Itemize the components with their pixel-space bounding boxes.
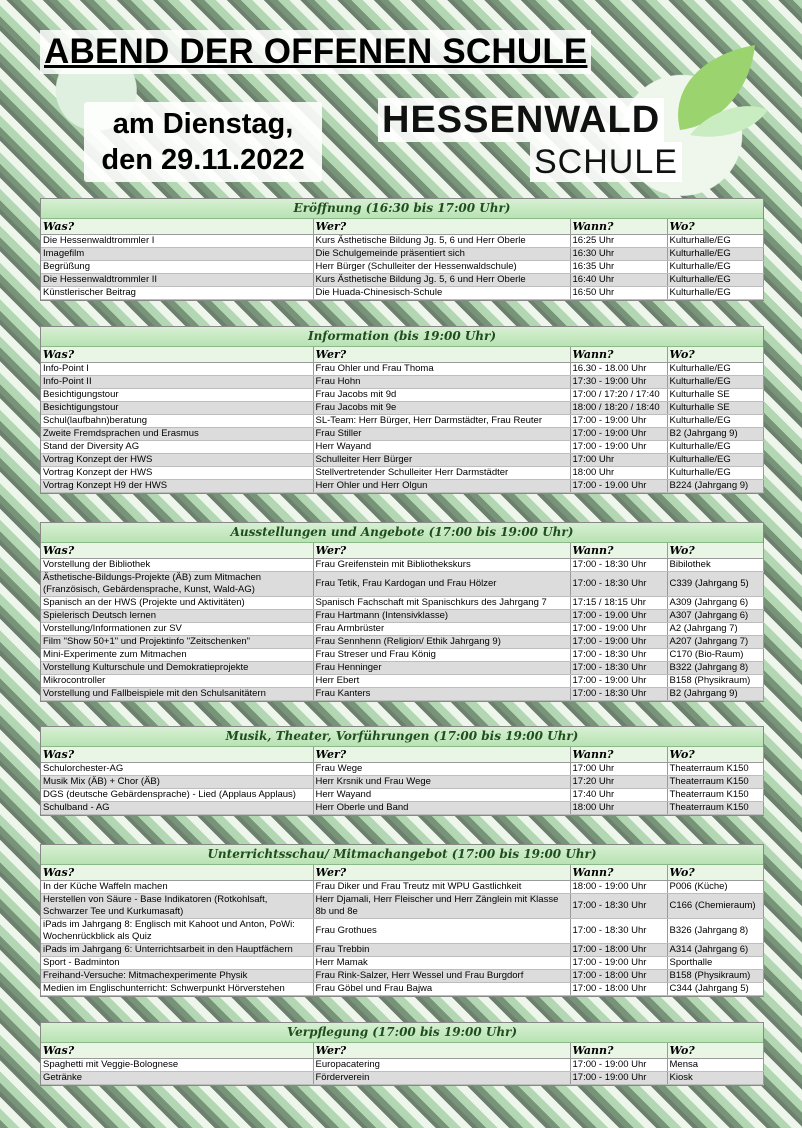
table-cell: Frau Sennhenn (Religion/ Ethik Jahrgang 9) [313,636,570,649]
table-row [41,1059,763,1072]
table-cell: 17:00 - 19.00 Uhr [570,610,667,623]
table-row [41,248,763,261]
table-cell: Frau Wege [313,763,570,776]
table-row [41,789,763,802]
table-cell: Frau Streser und Frau König [313,649,570,662]
section-title: Unterrichtsschau/ Mitmachangebot (17:00 bis 19:00 Uhr) [41,845,763,865]
table-row [41,763,763,776]
table-row [41,261,763,274]
table-cell: B224 (Jahrgang 9) [667,480,763,493]
table-cell: Die Huada-Chinesisch-Schule [313,287,570,300]
table-cell: Getränke [41,1072,313,1085]
table-cell: Die Hessenwaldtrommler I [41,235,313,248]
table-cell: Frau Rink-Salzer, Herr Wessel und Frau Burgdorf [313,970,570,983]
table-cell: 16:30 Uhr [570,248,667,261]
table-row [41,894,763,919]
program-section [40,522,764,702]
table-row [41,675,763,688]
table-cell: Kulturhalle/EG [667,441,763,454]
table-cell: Schul(laufbahn)beratung [41,415,313,428]
table-row [41,274,763,287]
column-header: Was? [41,747,313,763]
section-title: Eröffnung (16:30 bis 17:00 Uhr) [41,199,763,219]
table-cell: 17:20 Uhr [570,776,667,789]
table-cell: Imagefilm [41,248,313,261]
table-cell: C166 (Chemieraum) [667,894,763,919]
table-cell: Frau Kanters [313,688,570,701]
table-row [41,559,763,572]
program-section [40,198,764,301]
table-cell: Theaterraum K150 [667,776,763,789]
column-header: Wann? [570,865,667,881]
column-header: Was? [41,1043,313,1059]
column-header: Wo? [667,1043,763,1059]
table-cell: Frau Göbel und Frau Bajwa [313,983,570,996]
table-cell: Herr Djamali, Herr Fleischer und Herr Zänglein mit Klasse 8b und 8e [313,894,570,919]
table-cell: Spanisch Fachschaft mit Spanischkurs des Jahrgang 7 [313,597,570,610]
table-cell: B322 (Jahrgang 8) [667,662,763,675]
table-cell: 18:00 / 18:20 / 18:40 [570,402,667,415]
table-row [41,454,763,467]
table-row [41,623,763,636]
table-cell: 17:40 Uhr [570,789,667,802]
table-row [41,776,763,789]
date-line-1: am Dienstag, [112,108,294,140]
table-cell: Besichtigungstour [41,389,313,402]
program-section [40,726,764,816]
section-title: Musik, Theater, Vorführungen (17:00 bis 19:00 Uhr) [41,727,763,747]
table-cell: Frau Stiller [313,428,570,441]
program-section [40,844,764,997]
table-cell: Frau Trebbin [313,944,570,957]
table-cell: Förderverein [313,1072,570,1085]
event-date [84,102,322,182]
table-row [41,688,763,701]
table-cell: 17:00 - 19:00 Uhr [570,415,667,428]
table-cell: 18:00 Uhr [570,802,667,815]
table-cell: 17:00 - 19:00 Uhr [570,1072,667,1085]
schedule-table [41,543,764,701]
table-cell: Vortrag Konzept der HWS [41,467,313,480]
table-row [41,1072,763,1085]
table-cell: 17:00 - 19:00 Uhr [570,623,667,636]
table-cell: 17:00 - 19:00 Uhr [570,636,667,649]
column-header: Wer? [313,1043,570,1059]
column-header: Wo? [667,347,763,363]
table-cell: Kulturhalle/EG [667,287,763,300]
table-cell: Die Schulgemeinde präsentiert sich [313,248,570,261]
table-cell: iPads im Jahrgang 6: Unterrichtsarbeit in den Hauptfächern [41,944,313,957]
table-cell: Kulturhalle/EG [667,454,763,467]
column-header: Wer? [313,865,570,881]
table-cell: 17:00 - 18:00 Uhr [570,944,667,957]
table-cell: Frau Diker und Frau Treutz mit WPU Gastlichkeit [313,881,570,894]
column-header: Wo? [667,865,763,881]
poster-header [0,0,802,196]
table-cell: 18:00 Uhr [570,467,667,480]
table-row [41,610,763,623]
schedule-table [41,347,764,493]
table-cell: Medien im Englischunterricht: Schwerpunkt Hörverstehen [41,983,313,996]
table-cell: Vorstellung Kulturschule und Demokratieprojekte [41,662,313,675]
table-cell: Frau Armbrüster [313,623,570,636]
table-cell: Theaterraum K150 [667,763,763,776]
table-cell: Stand der Diversity AG [41,441,313,454]
table-row [41,649,763,662]
section-title: Verpflegung (17:00 bis 19:00 Uhr) [41,1023,763,1043]
table-cell: B158 (Physikraum) [667,675,763,688]
column-header: Was? [41,865,313,881]
column-header: Was? [41,219,313,235]
table-cell: Frau Jacobs mit 9e [313,402,570,415]
schedule-table [41,747,764,815]
table-cell: Herr Wayand [313,441,570,454]
table-row [41,944,763,957]
table-cell: 17:00 - 18:30 Uhr [570,559,667,572]
table-cell: 17:00 - 19:00 Uhr [570,675,667,688]
table-cell: Frau Tetik, Frau Kardogan und Frau Hölzer [313,572,570,597]
table-cell: Kurs Ästhetische Bildung Jg. 5, 6 und Herr Oberle [313,235,570,248]
table-cell: 17:00 - 19:00 Uhr [570,957,667,970]
table-cell: 18:00 - 19:00 Uhr [570,881,667,894]
table-cell: 17:00 - 18:30 Uhr [570,894,667,919]
leaf-icon [660,40,770,140]
column-header: Wo? [667,543,763,559]
table-row [41,428,763,441]
table-cell: 17:00 - 19:00 Uhr [570,1059,667,1072]
table-cell: Kulturhalle/EG [667,261,763,274]
table-cell: B2 (Jahrgang 9) [667,428,763,441]
table-cell: B326 (Jahrgang 8) [667,919,763,944]
table-cell: Sport - Badminton [41,957,313,970]
table-cell: Mensa [667,1059,763,1072]
column-header: Was? [41,347,313,363]
table-cell: 17:00 Uhr [570,454,667,467]
table-cell: Theaterraum K150 [667,802,763,815]
table-cell: Frau Ohler und Frau Thoma [313,363,570,376]
table-row [41,881,763,894]
column-header: Was? [41,543,313,559]
table-cell: Künstlerischer Beitrag [41,287,313,300]
table-cell: Kulturhalle/EG [667,467,763,480]
table-cell: 16:50 Uhr [570,287,667,300]
table-cell: Kurs Ästhetische Bildung Jg. 5, 6 und Herr Oberle [313,274,570,287]
table-cell: Kulturhalle/EG [667,235,763,248]
table-row [41,287,763,300]
column-header: Wer? [313,747,570,763]
column-header: Wann? [570,347,667,363]
table-row [41,402,763,415]
column-header: Wann? [570,747,667,763]
table-cell: 17:00 - 19.00 Uhr [570,480,667,493]
column-header: Wann? [570,1043,667,1059]
table-cell: Kulturhalle/EG [667,248,763,261]
program-section [40,326,764,494]
table-cell: Herr Oberle und Band [313,802,570,815]
table-cell: Herr Wayand [313,789,570,802]
table-cell: A207 (Jahrgang 7) [667,636,763,649]
table-cell: Spaghetti mit Veggie-Bolognese [41,1059,313,1072]
table-row [41,235,763,248]
table-cell: 16:25 Uhr [570,235,667,248]
table-cell: Europacatering [313,1059,570,1072]
table-cell: Mikrocontroller [41,675,313,688]
table-cell: Frau Jacobs mit 9d [313,389,570,402]
table-row [41,662,763,675]
school-logo [378,98,678,188]
schedule-table [41,1043,764,1085]
table-cell: 16.30 - 18.00 Uhr [570,363,667,376]
table-cell: Die Hessenwaldtrommler II [41,274,313,287]
table-cell: DGS (deutsche Gebärdensprache) - Lied (Applaus Applaus) [41,789,313,802]
table-cell: A314 (Jahrgang 6) [667,944,763,957]
column-header: Wann? [570,219,667,235]
table-cell: Frau Henninger [313,662,570,675]
table-cell: Kulturhalle SE [667,389,763,402]
table-cell: iPads im Jahrgang 8: Englisch mit Kahoot und Anton, PoWi: Wochenrückblick als Quiz [41,919,313,944]
table-cell: Kiosk [667,1072,763,1085]
table-cell: 17:00 - 18:30 Uhr [570,649,667,662]
table-cell: Vortrag Konzept der HWS [41,454,313,467]
table-cell: Film "Show 50+1" und Projektinfo "Zeitschenken" [41,636,313,649]
table-cell: Freihand-Versuche: Mitmachexperimente Physik [41,970,313,983]
table-cell: 17:00 Uhr [570,763,667,776]
table-cell: B158 (Physikraum) [667,970,763,983]
column-header: Wo? [667,219,763,235]
table-row [41,970,763,983]
table-cell: Schulband - AG [41,802,313,815]
table-cell: Stellvertretender Schulleiter Herr Darmstädter [313,467,570,480]
table-cell: Kulturhalle/EG [667,363,763,376]
table-cell: Theaterraum K150 [667,789,763,802]
table-cell: Vortrag Konzept H9 der HWS [41,480,313,493]
column-header: Wer? [313,347,570,363]
table-cell: 17:00 - 18:30 Uhr [570,919,667,944]
table-cell: Spielerisch Deutsch lernen [41,610,313,623]
section-title: Ausstellungen und Angebote (17:00 bis 19:00 Uhr) [41,523,763,543]
table-cell: A2 (Jahrgang 7) [667,623,763,636]
table-cell: 17:00 - 19:00 Uhr [570,441,667,454]
table-row [41,802,763,815]
table-cell: Herr Mamak [313,957,570,970]
table-row [41,389,763,402]
table-cell: Frau Hartmann (Intensivklasse) [313,610,570,623]
table-cell: 17:00 - 18:00 Uhr [570,983,667,996]
table-row [41,983,763,996]
table-cell: 16:40 Uhr [570,274,667,287]
table-cell: Frau Grothues [313,919,570,944]
date-line-2: den 29.11.2022 [101,144,305,176]
table-cell: Musik Mix (ÄB) + Chor (ÄB) [41,776,313,789]
column-header: Wer? [313,219,570,235]
table-cell: P006 (Küche) [667,881,763,894]
table-cell: Mini-Experimente zum Mitmachen [41,649,313,662]
table-cell: 17:00 - 19:00 Uhr [570,428,667,441]
table-cell: Sporthalle [667,957,763,970]
table-cell: 17:00 - 18:30 Uhr [570,572,667,597]
table-cell: C344 (Jahrgang 5) [667,983,763,996]
table-cell: Herr Ohler und Herr Olgun [313,480,570,493]
page-title: ABEND DER OFFENEN SCHULE [40,30,591,74]
table-cell: SL-Team: Herr Bürger, Herr Darmstädter, Frau Reuter [313,415,570,428]
table-cell: Spanisch an der HWS (Projekte und Aktivitäten) [41,597,313,610]
table-row [41,957,763,970]
table-cell: 17:30 - 19:00 Uhr [570,376,667,389]
table-cell: Info-Point I [41,363,313,376]
table-cell: Herstellen von Säure - Base Indikatoren (Rotkohlsaft, Schwarzer Tee und Kurkumasaft) [41,894,313,919]
table-cell: Herr Bürger (Schulleiter der Hessenwaldschule) [313,261,570,274]
table-cell: Bibilothek [667,559,763,572]
table-cell: Info-Point II [41,376,313,389]
table-cell: Ästhetische-Bildungs-Projekte (ÄB) zum Mitmachen (Französisch, Gebärdensprache, Kunst, Wald-AG) [41,572,313,597]
table-cell: 17:00 / 17:20 / 17:40 [570,389,667,402]
table-row [41,467,763,480]
table-cell: C170 (Bio-Raum) [667,649,763,662]
schedule-table [41,219,764,300]
table-row [41,376,763,389]
table-cell: Zweite Fremdsprachen und Erasmus [41,428,313,441]
column-header: Wann? [570,543,667,559]
table-cell: Kulturhalle SE [667,402,763,415]
table-row [41,919,763,944]
table-cell: Kulturhalle/EG [667,274,763,287]
table-row [41,480,763,493]
table-cell: 17:15 / 18:15 Uhr [570,597,667,610]
table-cell: Schulorchester-AG [41,763,313,776]
table-cell: Besichtigungstour [41,402,313,415]
table-cell: 17:00 - 18:30 Uhr [570,662,667,675]
column-header: Wo? [667,747,763,763]
table-cell: B2 (Jahrgang 9) [667,688,763,701]
table-row [41,441,763,454]
table-cell: Herr Krsnik und Frau Wege [313,776,570,789]
table-row [41,363,763,376]
table-row [41,415,763,428]
table-cell: 17:00 - 18:30 Uhr [570,688,667,701]
table-cell: A307 (Jahrgang 6) [667,610,763,623]
table-cell: Frau Greifenstein mit Bibliothekskurs [313,559,570,572]
table-cell: Kulturhalle/EG [667,415,763,428]
section-title: Information (bis 19:00 Uhr) [41,327,763,347]
table-row [41,572,763,597]
table-cell: Vorstellung/Informationen zur SV [41,623,313,636]
table-cell: Frau Hohn [313,376,570,389]
table-cell: In der Küche Waffeln machen [41,881,313,894]
logo-sub: SCHULE [530,142,682,182]
table-cell: C339 (Jahrgang 5) [667,572,763,597]
table-cell: Schulleiter Herr Bürger [313,454,570,467]
column-header: Wer? [313,543,570,559]
table-row [41,636,763,649]
table-cell: 16:35 Uhr [570,261,667,274]
table-cell: Begrüßung [41,261,313,274]
logo-name: HESSENWALD [378,98,664,142]
table-cell: Kulturhalle/EG [667,376,763,389]
table-cell: Vorstellung der Bibliothek [41,559,313,572]
table-cell: 17:00 - 18:00 Uhr [570,970,667,983]
table-cell: Herr Ebert [313,675,570,688]
table-cell: A309 (Jahrgang 6) [667,597,763,610]
program-section [40,1022,764,1086]
schedule-table [41,865,764,996]
table-cell: Vorstellung und Fallbeispiele mit den Schulsanitätern [41,688,313,701]
table-row [41,597,763,610]
